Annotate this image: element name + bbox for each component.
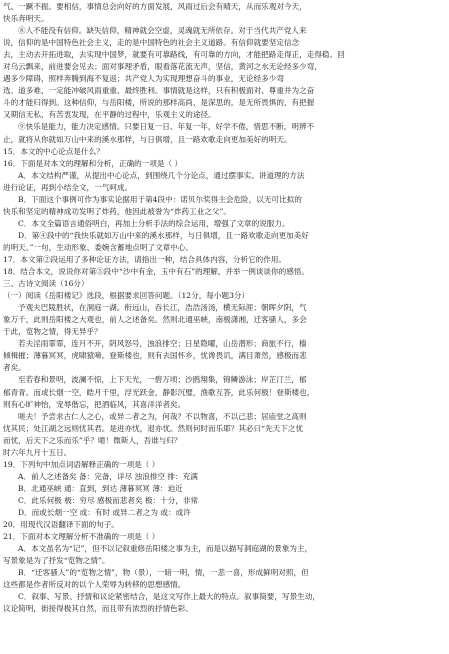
text-line: 至若春和景明，波澜不惊，上下天光，一碧万顷；沙鸥翔集，锦鳞游泳；岸芷汀兰，郁 xyxy=(18,375,307,385)
text-line: 若夫淫雨霏霏，连月不开，阴风怒号，浊浪排空；日星隐曜，山岳潜形；商旅不行，樯 xyxy=(18,339,307,349)
text-line: 20．用现代汉语翻译下面的句子。 xyxy=(3,520,119,530)
text-line: 快乐和坚定的精神成功发明了炸药，他因此被誉为“炸药工业之父”。 xyxy=(3,206,231,216)
text-line: 18．结合本文，说说你对第⑤段中“沙中有金，玉中有石”的理解，并举一例谈谈你的感悟。 xyxy=(3,267,309,277)
text-line: ⑧人不能没有信仰。缺失信仰，精神就会空虚，灵魂就无所依存。对于当代共产党人来 xyxy=(18,26,307,36)
text-line: 这些都是作者所反对的以个人荣辱为转移的思想感情。 xyxy=(3,580,186,590)
text-line: C．叙事、写景、抒情和议论紧密结合，是这文写作上最大的特点。叙事简要，写景生动， xyxy=(18,592,320,602)
text-line: 而忧，后天下之乐而乐”乎？噫！微斯人，吾谁与归？ xyxy=(3,435,182,445)
text-line: 议论简明，街接得极其自然，而且带有浓烈的抒情色彩。 xyxy=(3,604,193,614)
text-line: 予观夫巴陵胜状，在洞庭一湖。衔远山，吞长江，浩浩汤汤，横无际涯；朝晖夕阴，气 xyxy=(18,303,307,313)
text-line: A．本文虽名为“记”，但不以记叙重修岳阳楼之事为主，而是以描写洞庭湖的景象为主， xyxy=(18,544,313,554)
text-line: 去，主动去开拓进取，去实现中国梦，就要有可靠路线，有可靠的方向，才能把路走得正，走得稳。回 xyxy=(3,50,345,60)
text-line: （一）阅读《岳阳楼记》选段，根据要求回答问题。（12分，每小题3分） xyxy=(3,291,250,301)
text-line: 说，信仰的是中国特色社会主义，走的是中国特色的社会主义道路。有信仰就要坚定信念 xyxy=(3,38,300,48)
text-line: 嗟夫！予尝求古仁人之心，或异二者之为，何哉？不以物喜，不以己悲；居庙堂之高则 xyxy=(18,411,307,421)
text-line: 气、一蹶不振。要相信，事情总会向好的方面发展，风雨过后会有晴天，从而乐观对今天， xyxy=(3,2,307,11)
text-line: 遇多少障碍，照样奔腾到海不复返；共产党人为实现理想奋斗的事业，无论经多少弯 xyxy=(3,74,284,84)
text-line: C．此乐何极 极：穷尽 感极而悲者矣 极：十分，非常 xyxy=(18,495,199,505)
text-line: 的明天。”一句，生动形象、委婉含蓄地点明了文章中心。 xyxy=(3,242,193,252)
text-line: 16．下面是对本文的理解和分析，正确的一项是（ ） xyxy=(3,158,183,168)
text-line: 21．下面对本文理解分析不准确的一项是（ ） xyxy=(3,532,160,542)
text-line: 对乌云飘来，前进要会见去；面对事理矛盾，眼看落花流无声，坚信，黄河之水无论经多少弯， xyxy=(3,62,322,72)
text-line: C．本文全篇语言通俗明白，再加上分析手法的综合运用，增强了文章的说服力。 xyxy=(18,218,290,228)
text-line: B．北通巫峡 通：直到，到达 薄暮冥冥 薄：迫近 xyxy=(18,483,183,493)
text-line: 郁青青。而或长烟一空，皓月千里，浮光跃金，静影沉璧，渔歌互答，此乐何极！登斯楼也， xyxy=(3,387,315,397)
text-line: 选、道多难，一定能冲破风雨重重、最终胜利。事情就是这样，只有积极面对、尊重并为之奋 xyxy=(3,86,315,96)
text-line: 19．下列句中加点词语解释正确的一项是（ ） xyxy=(3,459,160,469)
text-line: 则有心旷神怡，宠辱偕忘，把酒临风，其喜洋洋者矣。 xyxy=(3,399,186,409)
text-line: A．前人之述备矣 备：完备，详尽 浊浪排空 排：充满 xyxy=(18,471,198,481)
text-line: 忧其民；处江湖之远则忧其君。是进亦忧，退亦忧。然则何时而乐耶？其必曰“先天下之忧 xyxy=(3,423,304,433)
text-line: 三、古诗文阅读（16分） xyxy=(3,279,89,289)
text-line: ⑨快乐是能力，能力决定感情。只要日复一日、年复一年，好学不倦，惜思不断，明辨不 xyxy=(18,122,315,132)
text-line: 17．本文第②段运用了多种论证方法，请指出一种，结合具体内容，分析它的作用。 xyxy=(3,254,287,264)
text-line: 于此，览物之情，得无异乎？ xyxy=(3,327,102,337)
text-line: 倾楫摧；薄暮冥冥，虎啸猿啼。登斯楼也，则有去国怀乡，忧谗畏讥，满目萧然，感极而悲 xyxy=(3,351,307,361)
text-line: 者矣。 xyxy=(3,363,26,373)
text-line: 斗的才能归得到。这种信仰，与岳阳楼，所说的那样高尚，是深思的，是无所畏惧的，有把握 xyxy=(3,98,315,108)
text-line: D．而或长烟一空 或：有时 或异二者之为 或：或许 xyxy=(18,507,191,517)
text-line: A．本文结构严谨，从提出中心论点，到围绕几个分论点，通过摆事实、讲道理的方法 xyxy=(18,170,305,180)
text-line: B．下面这个事例可作为事实论据用于第4段中：诺贝尔奖得主会危险，以无可比拟的 xyxy=(18,194,302,204)
text-line: 时六年九月十五日。 xyxy=(3,447,72,457)
text-line: 进行论证，再到小结全文，一气呵成。 xyxy=(3,182,133,192)
text-line: B．“迁客骚人”的“览物之情”，物（景），一暗一明，情，一悲一喜，形成鲜明对照，但 xyxy=(18,568,309,578)
text-line: 象万千，此则岳阳楼之大观也，前人之述备矣。然则北通巫峡，南极潇湘，迁客骚人，多会 xyxy=(3,315,307,325)
text-line: 写景象是为了抒发“览物之情”。 xyxy=(3,556,110,566)
text-line: 止，就将从你就如万山中来的溪水那样，与日俱增，且一路欢歌走向更加美好的明天。 xyxy=(3,134,292,144)
text-line: D．第④段中的“我快乐就如万山中来的溪水那样，与日俱增，且一路欢歌走向更加美好 xyxy=(18,230,309,240)
text-line: 15．本文的中心论点是什么？ xyxy=(3,146,104,156)
text-line: 又期信无私，有苦衷发现，在平静的过程中，乐观主义的途径。 xyxy=(3,110,216,120)
text-line: 快乐奔明天。 xyxy=(3,14,49,24)
